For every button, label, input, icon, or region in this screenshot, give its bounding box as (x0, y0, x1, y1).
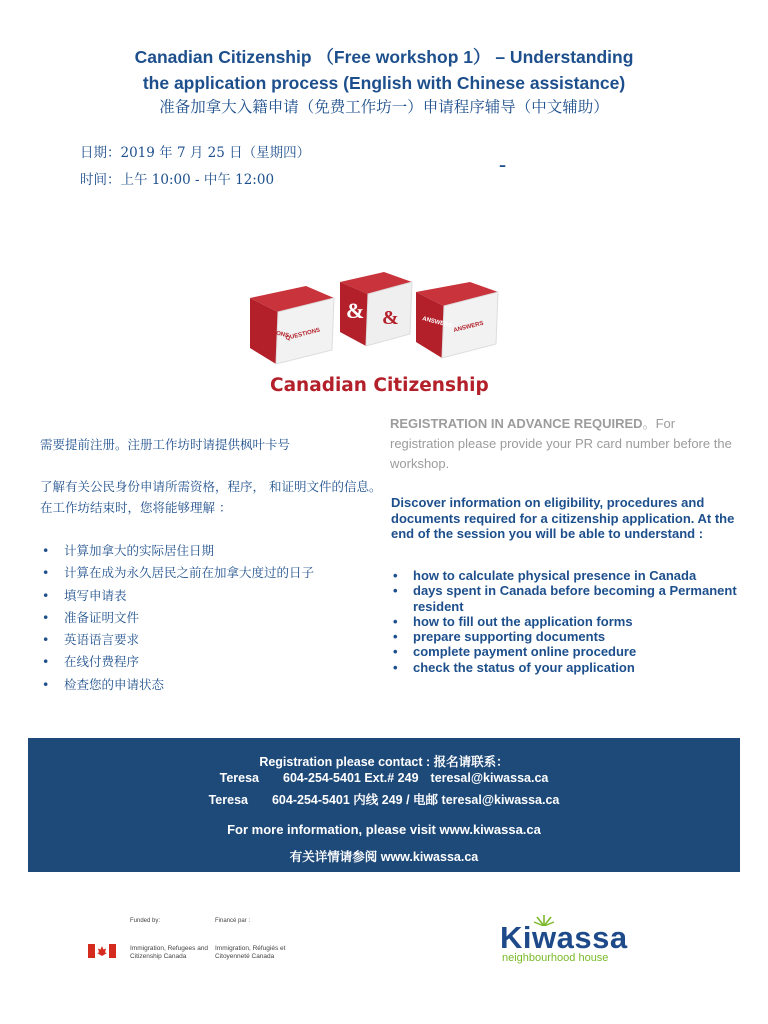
contact-heading: Registration please contact : 报名请联系： (259, 755, 509, 769)
list-item: • 填写申请表 (40, 585, 385, 607)
hero-caption: Canadian Citizenship (270, 375, 489, 396)
chinese-intro: 了解有关公民身份申请所需资格，程序， 和证明文件的信息。在工作坊结束时，您将能够理解 ： (40, 479, 382, 515)
list-item: • prepare supporting documents (391, 629, 741, 644)
list-item: • check the status of your application (391, 660, 741, 675)
english-intro: Discover information on eligibility, procedures and documents required for a citizenship application. At the end of the session you will be able to understand : (391, 495, 735, 541)
cube-label-ampersand: & (346, 298, 365, 323)
title-line-2: the application process (English with Chinese assistance) (142, 73, 626, 93)
list-item: • 英语语言要求 (40, 629, 385, 651)
cube-label-answers: ANSWERS (453, 320, 485, 334)
contact-line-1 (28, 771, 740, 785)
kiwassa-name: Kiwassa (500, 920, 628, 955)
chinese-topic-list (40, 540, 385, 696)
contact-phone: 604-254-5401 Ext.# 249 (283, 771, 419, 785)
funded-by-label: Funded by: (130, 918, 161, 924)
list-item: • complete payment online procedure (391, 644, 741, 659)
contact-phone: 604-254-5401 内线 249 / 电邮 (271, 793, 439, 807)
list-item: • 计算加拿大的实际居住日期 (40, 540, 385, 562)
questions-answers-image (246, 268, 516, 398)
agency-name-english: Immigration, Refugees and Citizenship Canada (130, 945, 209, 960)
contact-name: Teresa (208, 793, 248, 807)
stray-dash: – (499, 158, 506, 174)
svg-text:QUESTIONS: QUESTIONS (285, 327, 321, 342)
english-registration-notice (390, 414, 735, 474)
english-topic-list (391, 568, 741, 675)
ircc-funder-logo (88, 918, 308, 968)
finance-par-label: Financé par : (215, 918, 251, 924)
qa-cubes-graphic (246, 268, 516, 398)
contact-band (28, 738, 740, 872)
event-time: 时间：上午 10:00 - 中午 12:00 (80, 172, 275, 188)
contact-line-2 (28, 790, 740, 808)
svg-text:&: & (382, 307, 399, 329)
title-chinese: 准备加拿大入籍申请（免费工作坊一）申请程序辅导（中文辅助） (159, 98, 609, 116)
title-line-1: Canadian Citizenship （Free workshop 1） – Understanding (134, 47, 634, 67)
chinese-registration-notice: 需要提前注册。注册工作坊时请提供枫叶卡号 (40, 437, 291, 452)
svg-text:ANSWERS: ANSWERS (421, 316, 453, 330)
more-info-english[interactable]: For more information, please visit www.kiwassa.ca (227, 822, 541, 837)
list-item: • how to calculate physical presence in Canada (391, 568, 741, 583)
agency-name-french: Immigration, Réfugiés et Citoyenneté Canada (215, 945, 286, 960)
kiwassa-tagline: neighbourhood house (502, 952, 609, 964)
list-item: • 在线付费程序 (40, 651, 385, 673)
contact-email-link[interactable]: teresal@kiwassa.ca (441, 793, 560, 807)
list-item: • 检查您的申请状态 (40, 674, 385, 696)
kiwassa-logo (496, 912, 686, 968)
list-item: • days spent in Canada before becoming a Permanent resident (391, 583, 741, 614)
registration-instructions: 。For registration please provide your PR card number before the workshop. (390, 416, 732, 471)
contact-email-link[interactable]: teresal@kiwassa.ca (430, 771, 549, 785)
canada-flag-icon (88, 944, 116, 958)
cube-label-questions: QUESTIONS (253, 326, 290, 340)
event-date: 日期：2019 年 7 月 25 日（星期四） (80, 145, 311, 161)
more-info-chinese[interactable]: 有关详情请参阅 www.kiwassa.ca (289, 850, 479, 864)
contact-name: Teresa (219, 771, 259, 785)
registration-required-label: REGISTRATION IN ADVANCE REQUIRED (390, 416, 643, 431)
list-item: • how to fill out the application forms (391, 614, 741, 629)
list-item: • 准备证明文件 (40, 607, 385, 629)
list-item: • 计算在成为永久居民之前在加拿大度过的日子 (40, 562, 385, 584)
